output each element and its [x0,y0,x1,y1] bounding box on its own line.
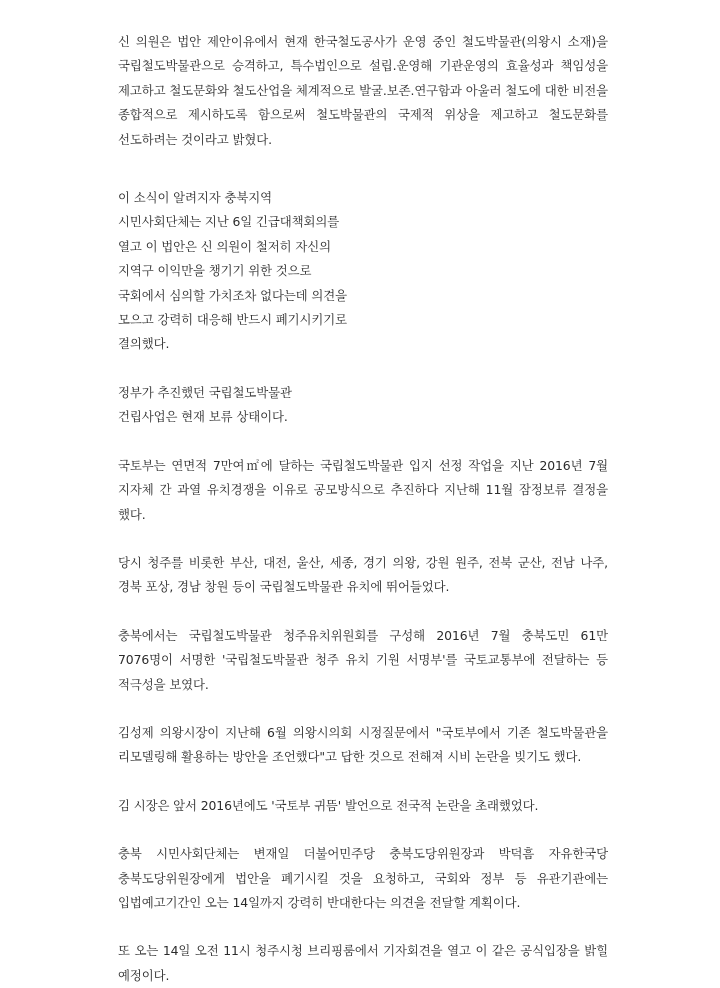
paragraph-bill-reason: 신 의원은 법안 제안이유에서 현재 한국철도공사가 운영 중인 철도박물관(의왕시 소재)을 국립철도박물관으로 승격하고, 특수법인으로 설립.운영해 기관운영의 효율성과 책임성을 제고하고 철도문화와 철도산업을 체계적으로 발굴.보존.연구함과 아울러 철도에 대한 비전을 종합적으로 제시하도록 함으로써 철도박물관의 국제적 위상을 제고하고 철도문화를 선도하려는 것이라고 밝혔다. [118,34,608,147]
paragraph-gap [118,697,608,721]
paragraph-project-status: 정부가 추진했던 국립철도박물관 건립사업은 현재 보류 상태이다. [118,384,292,425]
paragraph-gap [118,915,608,939]
paragraph-gap [118,818,608,842]
paragraph-chungbuk-petition: 충북에서는 국립철도박물관 청주유치위원회를 구성해 2016년 7월 충북도민 61만 7076명이 서명한 '국립철도박물관 청주 유치 기원 서명부'를 국토교통부에 전달하는 등 적극성을 보였다. [118,627,608,692]
paragraph-press-conference: 또 오는 14일 오전 11시 청주시청 브리핑룸에서 기자회견을 열고 이 같은 공식입장을 밝힐 예정이다. [118,943,608,983]
paragraph-gap [118,430,608,454]
paragraph-civic-request: 충북 시민사회단체는 변재일 더불어민주당 충북도당위원장과 박덕흠 자유한국당 충북도당위원장에게 법안을 폐기시킬 것을 요청하고, 국회와 정부 등 유관기관에는 입법예고기간인 오는 14일까지 강력히 반대한다는 의견을 전달할 계획이다. [118,846,608,910]
article-body [118,30,608,988]
paragraph-gap [118,600,608,624]
paragraph-gap [118,357,608,381]
paragraph-site-selection: 국토부는 연면적 7만여㎡에 달하는 국립철도박물관 입지 선정 작업을 지난 2016년 7월 지자체 간 과열 유치경쟁을 이유로 공모방식으로 추진하다 지난해 11월 잠정보류 결정을 했다. [118,457,608,522]
paragraph-gap [118,152,608,186]
paragraph-gap [118,770,608,794]
paragraph-gap [118,527,608,551]
paragraph-bidding-cities: 당시 청주를 비롯한 부산, 대전, 울산, 세종, 경기 의왕, 강원 원주, 전북 군산, 전남 나주, 경북 포상, 경남 창원 등이 국립철도박물관 유치에 뛰어들었다. [118,554,608,595]
paragraph-mayor-controversy: 김 시장은 앞서 2016년에도 '국토부 귀뜸' 발언으로 전국적 논란을 초래했었다. [118,797,539,813]
paragraph-civic-response: 이 소식이 알려지자 충북지역 시민사회단체는 지난 6일 긴급대책회의를 열고 이 법안은 신 의원이 철저히 자신의 지역구 이익만을 챙기기 위한 것으로 국회에서 심의할 가치조차 없다는데 의견을 모으고 강력히 대응해 반드시 폐기시키기로 결의했다. [118,190,348,352]
paragraph-mayor-statement: 김성제 의왕시장이 지난해 6월 의왕시의회 시정질문에서 "국토부에서 기존 철도박물관을 리모델링해 활용하는 방안을 조언했다"고 답한 것으로 전해져 시비 논란을 빚기도 했다. [118,724,608,765]
